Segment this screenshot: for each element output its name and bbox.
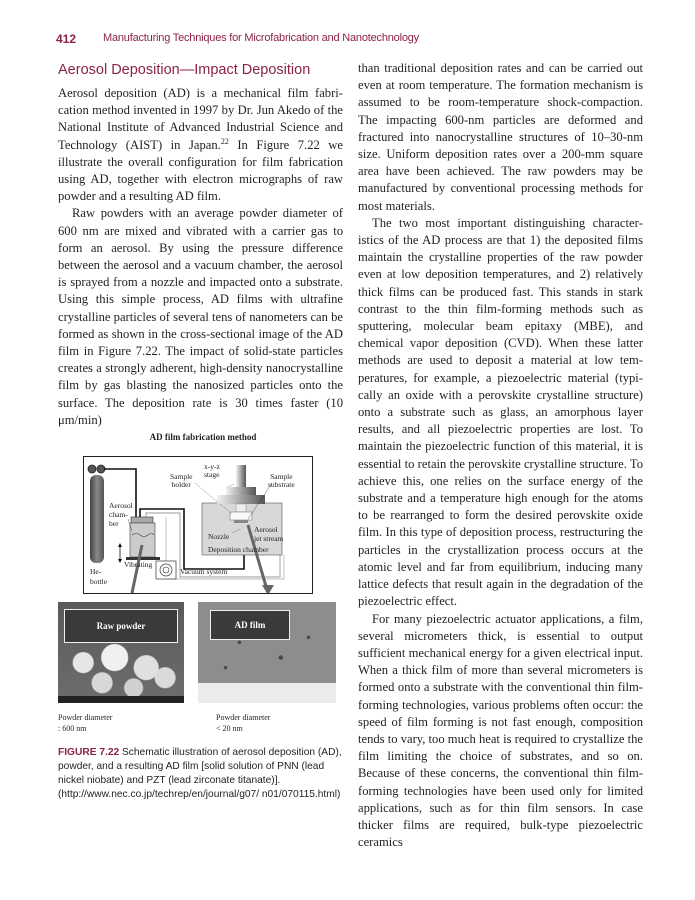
label-text: ber bbox=[109, 519, 119, 528]
raw-powder-micrograph bbox=[58, 602, 184, 703]
figure-title: AD film fabrication method bbox=[149, 432, 257, 442]
diameter-label: Powder diameter bbox=[216, 713, 271, 722]
left-column bbox=[58, 60, 343, 429]
diameter-label: Powder diameter bbox=[58, 713, 113, 722]
label-text: x-y-z bbox=[204, 462, 220, 471]
figure-caption bbox=[58, 746, 348, 802]
paragraph: Raw powders with an average powder diameter of 600 nm are mixed and vibrated with a carrier gas to form an aerosol. By using the pressure difference between the aerosol and a vacuum chamber, the aerosol is sprayed from a nozzle and impacted onto a substrate. Using this simple process, AD films with ultrafine crystalline particles of several tens of nanometers can be formed as shown in the cross-sectional image of the AD film in Figure 7.22. The impact of solid-state particles creates a strongly adherent, high-density nanocrystalline film by gas blasting the nanosized particles onto the surface. The deposition rate is 30 times faster (10 μm/min) bbox=[58, 206, 343, 427]
label-aerosol-jet-stream bbox=[254, 525, 283, 543]
ad-film-diameter bbox=[216, 712, 270, 734]
paragraph: For many piezoelectric actuator applications, a film, several micrometers thick, is essential to output sufficient mechanical energy for a given electrical input. When a thick film of more than several micrometers is formed onto a substrate with the conventional thin film-forming technologies, various problems often occur: the speed of film forming is not fast enough, composition tends to vary, too much heat is required to crystallize the film limiting the choice of substrates, and so on. Because of these concerns, the conventional thin film-forming technologies have been used only for limited applications, such as for thin film sensors. In case thicker films are required, bulk-type piezoelectric ceramics bbox=[358, 611, 643, 850]
label-sample-substrate bbox=[268, 473, 295, 489]
paragraph-text: In Figure 7.22 we illustrate the overall configuration for film fabrication using AD, together with electron micrographs of raw powder and a resulting AD film. bbox=[58, 137, 343, 204]
label-text: Aerosol bbox=[254, 525, 278, 534]
ad-film-micrograph bbox=[198, 602, 336, 703]
paragraph bbox=[58, 85, 343, 205]
label-deposition-chamber: Deposition chamber bbox=[208, 545, 269, 554]
label-text: He- bbox=[90, 567, 102, 576]
label-text: stage bbox=[204, 470, 220, 479]
figure-7-22 bbox=[58, 432, 348, 802]
label-text: cham- bbox=[109, 510, 128, 519]
micrograph-label: AD film bbox=[210, 610, 290, 640]
paragraph: than traditional deposition rates and can be carried out even at room temperature. The formation mechanism is assumed to be room-temperature shock-compaction. The impacting 600-nm particles are deformed and fractured into nanocrystalline structures of 10–30-nm size. Uniform deposition rates over a 200-mm square area have been achieved. The raw powders may be manufactured by conventional processing methods for most materials. bbox=[358, 61, 643, 213]
figure-number: FIGURE 7.22 bbox=[58, 747, 120, 758]
running-title: Manufacturing Techniques for Microfabrication and Nanotechnology bbox=[103, 32, 419, 44]
running-head bbox=[0, 30, 695, 48]
micrograph-label: Raw powder bbox=[64, 609, 178, 643]
label-xyz-stage bbox=[204, 463, 220, 479]
sem-scale-bar bbox=[58, 696, 184, 703]
label-vacuum-system: Vacuum system bbox=[180, 567, 228, 576]
label-text: Sample bbox=[270, 472, 293, 481]
paragraph-text: Aerosol deposition (AD) is a mechanical film fabrication method invented in 1997 by Dr. Jun Akedo of the National Institute of Advanced Industrial Science and Technology (AIST) in Japan. bbox=[58, 86, 343, 152]
citation-superscript: 22 bbox=[220, 136, 229, 146]
label-text: jet stream bbox=[254, 534, 284, 543]
label-text: Aerosol bbox=[109, 501, 133, 510]
label-text: substrate bbox=[268, 480, 295, 489]
right-column bbox=[358, 60, 643, 851]
label-he-bottle bbox=[90, 567, 107, 587]
diameter-value: : 600 nm bbox=[58, 724, 87, 733]
diameter-value: < 20 nm bbox=[216, 724, 243, 733]
label-text: Sample bbox=[170, 472, 193, 481]
label-aerosol-chamber bbox=[109, 501, 133, 528]
label-vibrating: Vibrating bbox=[124, 560, 153, 569]
label-sample-holder bbox=[170, 473, 193, 489]
paragraph: The two most important distinguishing characteristics of the AD process are that 1) the deposited films maintain the crystalline properties of the raw powder even at low deposition temperatures, and 2) relatively thick films can be produced fast. This stands in stark contrast to the thin film-forming methods such as sputtering, molecular beam epitaxy (MBE), and chemical vapor deposition (CVD). When these latter methods are used to deposit a material at low temperatures, for example, a piezoelectric material (typically an oxide with a perovskite crystalline structure) onto a substrate such as glass, an amorphous layer results, and all piezoelectric properties are lost. To maintain the piezoelectric function of this material, it is essential to retain the perovskite crystalline structure. To achieve this, one relies on the surface energy of the substrate and a temperature high enough for the atoms to be rearranged to form the desired perovskite oxide film. In this type of deposition process, restructuring the particles in the crystallization process occurs at the atomic level and far from equilibrium, inducing many lattice defects that result again in the degradation of the piezoelectric effect. bbox=[358, 215, 643, 609]
section-heading: Aerosol Deposition—Impact Deposition bbox=[58, 62, 311, 78]
ad-schematic-diagram bbox=[83, 456, 313, 594]
caption-text: Schematic illustration of aerosol deposition (AD), powder, and a resulting AD film [solid solution of PNN (lead nickel niobate) and PZT (lead zirconate titanate)]. (http://www.nec.co.jp/techrep/en/journal/g07/ n01/070115.html) bbox=[58, 747, 342, 800]
powder-diameter-row bbox=[58, 712, 348, 740]
page-number: 412 bbox=[56, 32, 77, 46]
label-text: holder bbox=[171, 480, 191, 489]
label-text: bottle bbox=[90, 577, 108, 586]
raw-powder-diameter bbox=[58, 712, 112, 734]
micrographs bbox=[58, 594, 348, 704]
label-nozzle: Nozzle bbox=[208, 532, 230, 541]
